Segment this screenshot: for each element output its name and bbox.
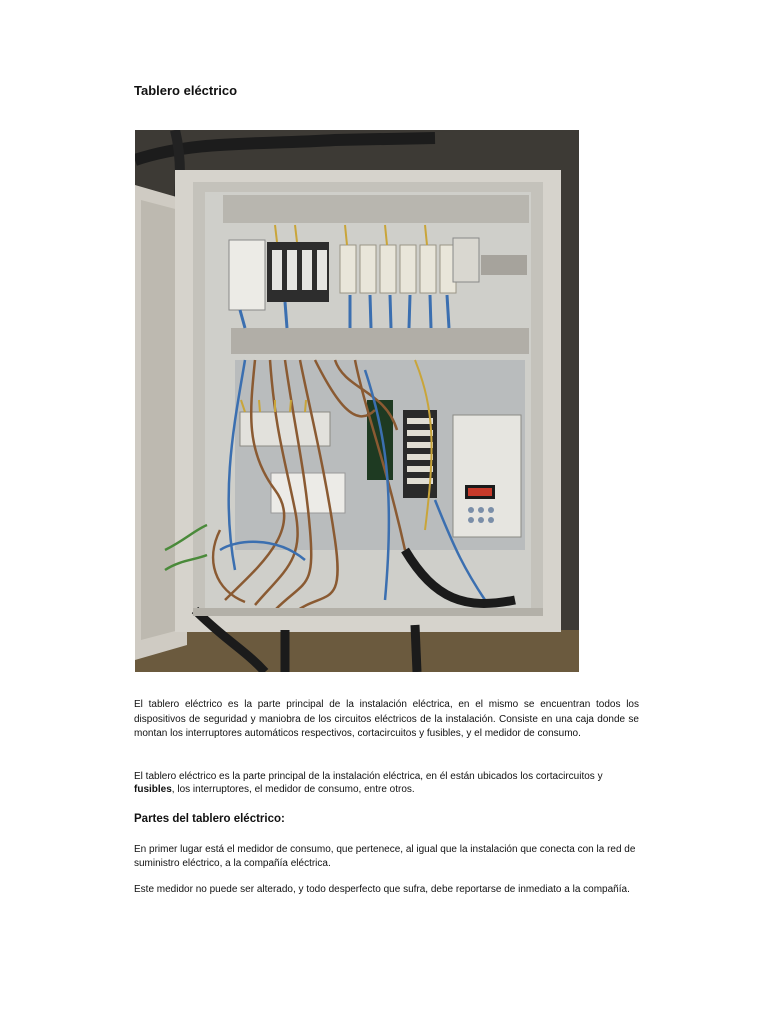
paragraph-meter: En primer lugar está el medidor de consumo, que pertenece, al igual que la instalación que conecta con la red de suministro eléctrico, a la compañía eléctrica. (134, 844, 636, 869)
electrical-panel-photo (135, 130, 579, 672)
page-title: Tablero eléctrico (134, 83, 238, 98)
section-subtitle: Partes del tablero eléctrico: (134, 813, 285, 825)
paragraph-meter-report: Este medidor no puede ser alterado, y todo desperfecto que sufra, debe reportarse de inmediato a la compañía. (134, 884, 630, 895)
paragraph-components-before: El tablero eléctrico es la parte principal de la instalación eléctrica, en él están ubicados los cortacircuitos y (134, 771, 603, 782)
paragraph-components-after: , los interruptores, el medidor de consumo, entre otros. (171, 783, 415, 795)
paragraph-components-bold: fusibles (134, 783, 172, 795)
paragraph-components (134, 771, 639, 796)
paragraph-intro: El tablero eléctrico es la parte principal de la instalación eléctrica, en el mismo se encuentran todos los dispositivos de seguridad y maniobra de los circuitos eléctricos de la instalación. Consiste en una caja donde se montan los interruptores automáticos respectivos, cortacircuitos y fusibles, y el medidor de consumo. (134, 699, 639, 739)
